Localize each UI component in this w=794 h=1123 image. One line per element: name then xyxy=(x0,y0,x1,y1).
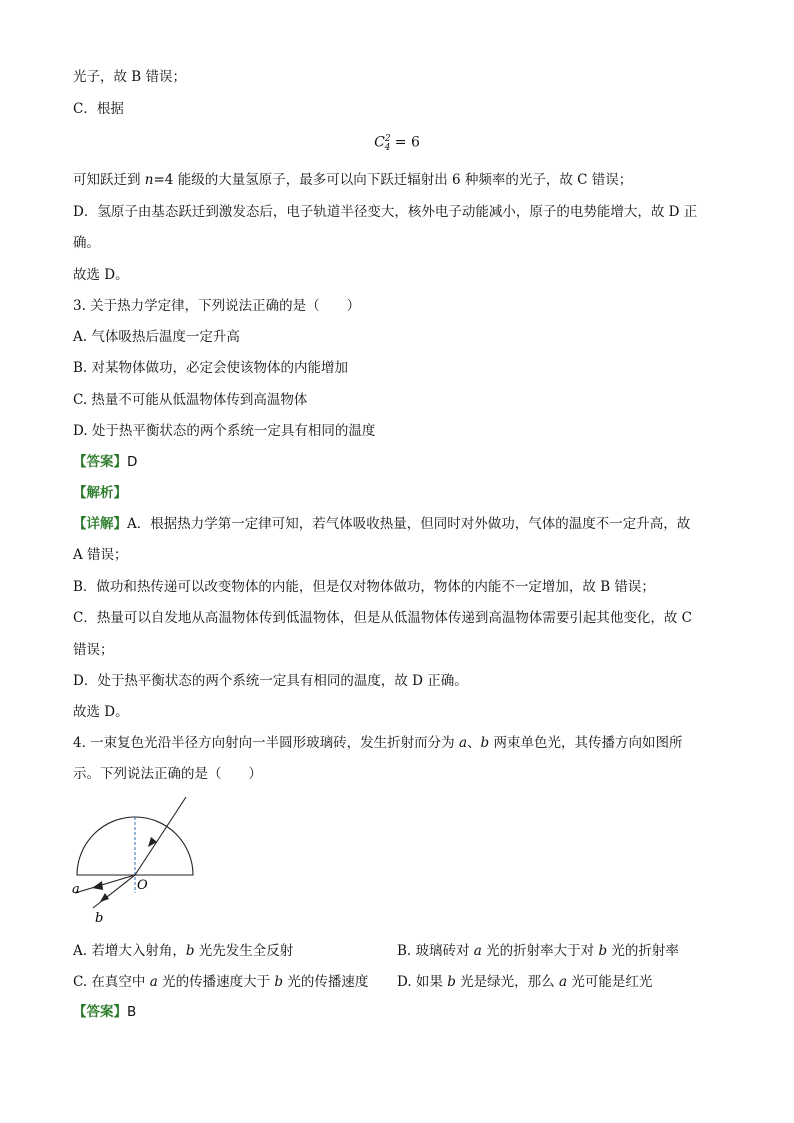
variable-a: a xyxy=(458,735,468,751)
question-3-option-d: D. 处于热平衡状态的两个系统一定具有相同的温度 xyxy=(73,423,376,439)
question-3-stem: 3. 关于热力学定律，下列说法正确的是（ ） xyxy=(73,298,361,314)
text-fragment: 两束单色光，其传播方向如图所 xyxy=(489,735,683,751)
text-fragment: D. 如果 xyxy=(397,974,448,990)
text-fragment: 光的传播速度 xyxy=(283,974,369,990)
question-4-option-c xyxy=(73,972,368,992)
text-fragment: 4. 一束复色光沿半径方向射向一半圆形玻璃砖，发生折射而分为 xyxy=(73,735,459,751)
variable-a: a xyxy=(473,943,482,959)
text-fragment: 可知跃迁到 xyxy=(73,172,145,188)
variable-a: a xyxy=(558,974,568,990)
combination-formula xyxy=(0,134,794,153)
ray-a xyxy=(75,875,135,893)
question-3-option-c: C. 热量不可能从低温物体传到高温物体 xyxy=(73,392,308,408)
question-3-option-b: B. 对某物体做功，必定会使该物体的内能增加 xyxy=(73,360,349,376)
detail-tag: 【详解】 xyxy=(73,516,127,532)
answer-tag: 【答案】 xyxy=(73,1004,127,1020)
detail-line: A 错误； xyxy=(73,547,128,563)
text-fragment: 光的折射率 xyxy=(607,943,679,959)
question-4-option-d xyxy=(397,972,652,992)
analysis-heading xyxy=(73,483,127,503)
question-4-option-a xyxy=(73,941,293,961)
text-fragment: 、 xyxy=(467,735,481,751)
question-4-stem-continued: 示。下列说法正确的是（ ） xyxy=(73,766,262,782)
text-fragment: 光的折射率大于对 xyxy=(481,943,599,959)
detail-line: 错误； xyxy=(73,642,114,658)
formula-superscript: 2 xyxy=(384,134,391,144)
detail-line: 故选 D。 xyxy=(73,704,129,720)
text-line: 光子，故 B 错误； xyxy=(73,69,187,85)
formula-subscript: 4 xyxy=(384,143,391,154)
text-fragment: =4 能级的大量氢原子，最多可以向下跃迁辐射出 6 种频率的光子，故 C 错误； xyxy=(153,172,633,188)
label-b: b xyxy=(95,911,104,925)
text-line: 确。 xyxy=(73,235,100,251)
incident-arrow-icon xyxy=(148,837,157,847)
label-o: O xyxy=(137,878,148,893)
answer-line xyxy=(73,452,137,472)
text-fragment: 光先发生全反射 xyxy=(194,943,294,959)
text-fragment: 光可能是红光 xyxy=(567,974,653,990)
answer-tag: 【答案】 xyxy=(73,454,127,470)
text-line: 故选 D。 xyxy=(73,267,129,283)
text-line: D．氢原子由基态跃迁到激发态后，电子轨道半径变大，核外电子动能减小，原子的电势能增大，故 D 正 xyxy=(73,204,698,220)
ray-a-arrow-icon xyxy=(92,881,103,890)
text-fragment: 光的传播速度大于 xyxy=(157,974,275,990)
text-fragment: B. 玻璃砖对 xyxy=(397,943,474,959)
variable-b: b xyxy=(447,974,456,990)
variable-a: a xyxy=(149,974,158,990)
variable-b: b xyxy=(274,974,284,990)
text-line xyxy=(73,170,632,190)
answer-value: B xyxy=(127,1004,137,1020)
ray-b-arrow-icon xyxy=(100,893,109,902)
question-4-option-b xyxy=(397,941,679,961)
analysis-tag: 【解析】 xyxy=(73,485,127,501)
formula-rhs: = 6 xyxy=(390,134,420,151)
detail-line: D．处于热平衡状态的两个系统一定具有相同的温度，故 D 正确。 xyxy=(73,673,468,689)
answer-value: D xyxy=(127,454,138,470)
text-fragment: A．根据热力学第一定律可知，若气体吸收热量，但同时对外做功，气体的温度不一定升高，故 xyxy=(127,516,691,532)
text-fragment: A. 若增大入射角， xyxy=(73,943,186,959)
detail-line: B．做功和热传递可以改变物体的内能，但是仅对物体做功，物体的内能不一定增加，故 B 错误； xyxy=(73,579,655,595)
variable-b: b xyxy=(185,943,195,959)
question-4-stem xyxy=(73,733,682,753)
variable-n: n xyxy=(144,172,154,188)
question-3-option-a: A. 气体吸热后温度一定升高 xyxy=(73,329,240,345)
ray-b xyxy=(93,875,135,908)
variable-b: b xyxy=(480,735,490,751)
semicircle-outline xyxy=(77,817,193,875)
text-fragment: C. 在真空中 xyxy=(73,974,150,990)
text-line: C．根据 xyxy=(73,101,124,117)
answer-line xyxy=(73,1002,136,1022)
detail-line: C．热量可以自发地从高温物体传到低温物体，但是从低温物体传递到高温物体需要引起其他变化，故 C xyxy=(73,610,692,626)
variable-b: b xyxy=(598,943,608,959)
label-a: a xyxy=(72,882,80,897)
detail-line xyxy=(73,514,690,534)
text-fragment: 光是绿光，那么 xyxy=(455,974,559,990)
semicircle-glass-figure xyxy=(60,795,220,925)
formula-symbol: C xyxy=(374,134,385,151)
